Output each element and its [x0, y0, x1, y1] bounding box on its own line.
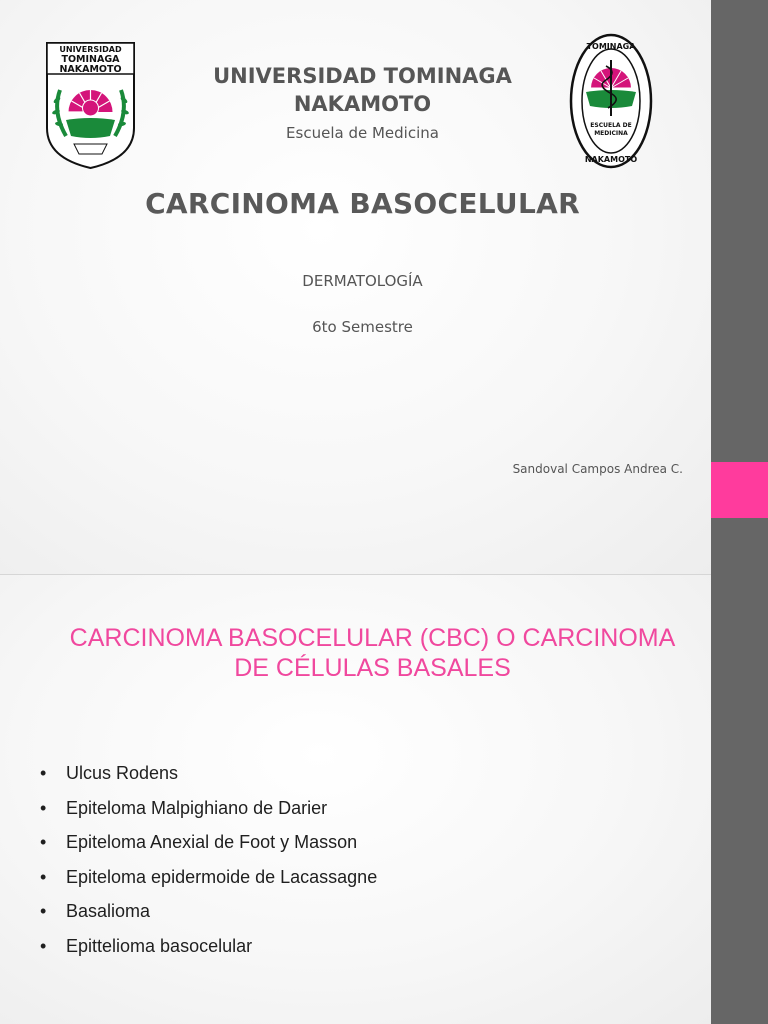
- university-name: [180, 62, 545, 118]
- list-item: • Epiteloma Malpighiano de Darier: [40, 791, 377, 826]
- slide-heading-line-1: CARCINOMA BASOCELULAR (CBC) O CARCINOMA: [69, 624, 676, 652]
- list-item: • Ulcus Rodens: [40, 756, 377, 791]
- school-name: Escuela de Medicina: [286, 124, 439, 142]
- list-item: • Epiteloma Anexial de Foot y Masson: [40, 825, 377, 860]
- accent-tab: [711, 462, 768, 518]
- subject-label: DERMATOLOGÍA: [302, 272, 423, 290]
- slide-heading: [40, 623, 705, 683]
- university-name-line-1: UNIVERSIDAD TOMINAGA: [213, 64, 512, 88]
- crest-text-line-2: TOMINAGA: [61, 54, 120, 65]
- university-crest-icon: [44, 40, 137, 170]
- synonyms-list: [40, 756, 377, 964]
- presentation-title: CARCINOMA BASOCELULAR: [145, 187, 580, 220]
- list-item: • Epittelioma basocelular: [40, 929, 377, 964]
- content-slide: [0, 575, 711, 1024]
- author-name: Sandoval Campos Andrea C.: [512, 462, 683, 476]
- seal-middle-text-2: MEDICINA: [594, 130, 628, 137]
- list-item: • Basalioma: [40, 894, 377, 929]
- slide-heading-line-2: DE CÉLULAS BASALES: [234, 654, 511, 682]
- university-name-line-2: NAKAMOTO: [293, 92, 432, 116]
- seal-bottom-text: NAKAMOTO: [584, 155, 638, 164]
- seal-top-text: TOMINAGA: [586, 42, 636, 51]
- crest-text-line-3: NAKAMOTO: [59, 64, 122, 75]
- semester-label: 6to Semestre: [312, 318, 413, 336]
- crest-text-line-1: UNIVERSIDAD: [59, 45, 122, 54]
- caduceus-seal-icon: [568, 32, 654, 170]
- seal-middle-text-1: ESCUELA DE: [590, 122, 632, 129]
- list-item: • Epiteloma epidermoide de Lacassagne: [40, 860, 377, 895]
